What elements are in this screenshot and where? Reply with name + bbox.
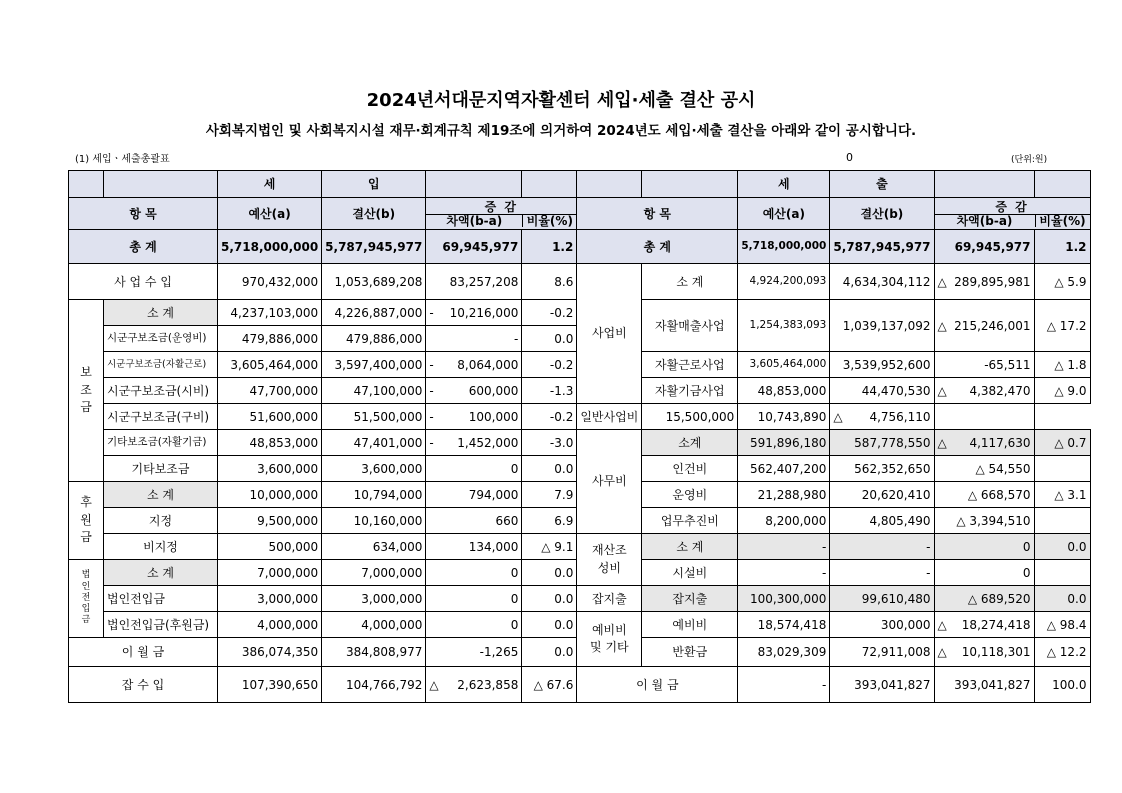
income-budget: 47,700,000 xyxy=(218,378,322,404)
total-income-diff: 69,945,977 xyxy=(426,230,522,264)
header-blank xyxy=(577,171,642,198)
diff-value: 215,246,001 xyxy=(954,318,1031,333)
diff-value: 4,117,630 xyxy=(969,435,1031,450)
income-ratio: 0.0 xyxy=(522,638,577,667)
income-ratio: 0.0 xyxy=(522,326,577,352)
budget-summary-table xyxy=(68,170,1091,703)
diff-mark: - xyxy=(429,305,434,320)
income-label: 소 계 xyxy=(104,560,218,586)
income-ratio: 6.9 xyxy=(522,508,577,534)
group-asset: 재산조 성비 xyxy=(577,534,642,586)
expense-ratio: △ 0.7 xyxy=(1034,430,1090,456)
income-ratio: -1.3 xyxy=(522,378,577,404)
expense-ratio xyxy=(934,404,1034,430)
income-diff: 0 xyxy=(426,560,522,586)
income-ratio: 8.6 xyxy=(522,264,577,300)
income-diff: -1,265 xyxy=(426,638,522,667)
diff-value: 8,064,000 xyxy=(457,357,519,372)
expense-label: 자활기금사업 xyxy=(642,378,738,404)
income-settled: 1,053,689,208 xyxy=(322,264,426,300)
diff-value: 10,118,301 xyxy=(961,645,1031,659)
header-settled-income: 결산(b) xyxy=(322,198,426,230)
income-label: 비지정 xyxy=(104,534,218,560)
income-ratio: △ 9.1 xyxy=(522,534,577,560)
header-blank xyxy=(642,171,738,198)
income-label: 시군구보조금(자활근로) xyxy=(104,352,218,378)
income-diff: 794,000 xyxy=(426,482,522,508)
expense-budget: 8,200,000 xyxy=(738,508,830,534)
expense-ratio: 0.0 xyxy=(1034,534,1090,560)
expense-budget: 1,254,383,093 xyxy=(738,300,830,352)
expense-ratio: 0.0 xyxy=(1034,586,1090,612)
header-ratio-label: 비율(%) xyxy=(1035,214,1090,228)
expense-diff: △ 3,394,510 xyxy=(934,508,1034,534)
expense-diff xyxy=(934,638,1034,667)
header-row-1 xyxy=(69,171,1091,198)
income-settled: 4,000,000 xyxy=(322,612,426,638)
header-change-income xyxy=(426,198,577,230)
group-business: 사업비 xyxy=(577,264,642,404)
expense-settled: 44,470,530 xyxy=(830,378,934,404)
unit-label: (단위:원) xyxy=(1011,155,1048,165)
total-label-income: 총 계 xyxy=(69,230,218,264)
expense-ratio xyxy=(1034,560,1090,586)
expense-settled: 72,911,008 xyxy=(830,638,934,667)
expense-ratio: △ 9.0 xyxy=(1034,378,1090,404)
total-expense-diff: 69,945,977 xyxy=(934,230,1034,264)
income-budget: 500,000 xyxy=(218,534,322,560)
header-expense-2: 출 xyxy=(830,171,934,198)
expense-settled: 20,620,410 xyxy=(830,482,934,508)
total-income-budget: 5,718,000,000 xyxy=(218,230,322,264)
expense-budget: - xyxy=(738,560,830,586)
income-settled: 51,500,000 xyxy=(322,404,426,430)
income-budget: 970,432,000 xyxy=(218,264,322,300)
income-budget: 9,500,000 xyxy=(218,508,322,534)
total-label-expense: 총 계 xyxy=(577,230,738,264)
income-budget: 48,853,000 xyxy=(218,430,322,456)
income-diff xyxy=(426,378,522,404)
expense-budget: 100,300,000 xyxy=(738,586,830,612)
income-budget: 7,000,000 xyxy=(218,560,322,586)
income-diff xyxy=(426,404,522,430)
expense-settled: - xyxy=(830,534,934,560)
income-budget: 51,600,000 xyxy=(218,404,322,430)
expense-settled: 3,539,952,600 xyxy=(830,352,934,378)
expense-budget: - xyxy=(738,667,830,703)
income-settled: 7,000,000 xyxy=(322,560,426,586)
expense-diff: △ 668,570 xyxy=(934,482,1034,508)
diff-mark: - xyxy=(429,357,434,372)
income-ratio: -0.2 xyxy=(522,352,577,378)
income-label: 이 월 금 xyxy=(69,638,218,667)
expense-label: 자활매출사업 xyxy=(642,300,738,352)
diff-value: 289,895,981 xyxy=(954,274,1031,289)
expense-label: 이 월 금 xyxy=(577,667,738,703)
diff-value: 100,000 xyxy=(468,409,519,424)
total-row xyxy=(69,230,1091,264)
expense-label: 소 계 xyxy=(642,534,738,560)
income-budget: 10,000,000 xyxy=(218,482,322,508)
income-budget: 4,000,000 xyxy=(218,612,322,638)
total-income-ratio: 1.2 xyxy=(522,230,577,264)
expense-diff: △ 54,550 xyxy=(934,456,1034,482)
expense-budget: 4,924,200,093 xyxy=(738,264,830,300)
table-row xyxy=(69,667,1091,703)
table-row xyxy=(69,612,1091,638)
group-donation: 후 원 금 xyxy=(69,482,104,560)
expense-ratio: △ 5.9 xyxy=(1034,264,1090,300)
income-diff xyxy=(426,667,522,703)
expense-budget: 591,896,180 xyxy=(738,430,830,456)
income-diff xyxy=(426,300,522,326)
income-diff: 0 xyxy=(426,586,522,612)
income-diff: 0 xyxy=(426,612,522,638)
header-blank xyxy=(522,171,577,198)
income-label: 잡 수 입 xyxy=(69,667,218,703)
income-label: 법인전입금(후원금) xyxy=(104,612,218,638)
diff-mark: - xyxy=(429,409,434,424)
group-office: 사무비 xyxy=(577,430,642,534)
income-settled: 10,794,000 xyxy=(322,482,426,508)
expense-ratio: △ 98.4 xyxy=(1034,612,1090,638)
total-income-settled: 5,787,945,977 xyxy=(322,230,426,264)
income-ratio: 0.0 xyxy=(522,586,577,612)
expense-budget: 83,029,309 xyxy=(738,638,830,667)
header-budget-expense: 예산(a) xyxy=(738,198,830,230)
diff-value: 18,274,418 xyxy=(961,617,1031,632)
expense-label: 자활근로사업 xyxy=(642,352,738,378)
diff-mark: △ xyxy=(833,409,843,424)
table-row xyxy=(69,430,1091,456)
expense-diff xyxy=(934,378,1034,404)
header-expense-1: 세 xyxy=(738,171,830,198)
income-diff: - xyxy=(426,326,522,352)
total-expense-ratio: 1.2 xyxy=(1034,230,1090,264)
diff-value: 1,452,000 xyxy=(457,435,519,450)
expense-settled: 4,634,304,112 xyxy=(830,264,934,300)
income-label: 시군구보조금(운영비) xyxy=(104,326,218,352)
income-ratio: 0.0 xyxy=(522,560,577,586)
expense-ratio: 100.0 xyxy=(1034,667,1090,703)
income-label: 소 계 xyxy=(104,482,218,508)
table-row xyxy=(69,534,1091,560)
expense-diff xyxy=(934,612,1034,638)
header-blank xyxy=(104,171,218,198)
expense-label: 일반사업비 xyxy=(577,404,642,430)
expense-budget: 21,288,980 xyxy=(738,482,830,508)
diff-mark: △ xyxy=(429,677,439,692)
income-ratio: 7.9 xyxy=(522,482,577,508)
expense-label: 소 계 xyxy=(642,264,738,300)
income-ratio: -0.2 xyxy=(522,404,577,430)
diff-mark: △ xyxy=(937,318,947,333)
expense-settled: 562,352,650 xyxy=(830,456,934,482)
income-label: 기타보조금(자활기금) xyxy=(104,430,218,456)
diff-mark: △ xyxy=(937,383,947,398)
diff-mark: △ xyxy=(937,274,947,289)
header-change-label: 증 감 xyxy=(995,199,1029,214)
income-diff: 134,000 xyxy=(426,534,522,560)
expense-settled: 4,805,490 xyxy=(830,508,934,534)
diff-mark: △ xyxy=(937,617,947,632)
diff-value: 4,756,110 xyxy=(869,409,931,424)
header-row-2 xyxy=(69,198,1091,230)
expense-settled: - xyxy=(830,560,934,586)
income-label: 지정 xyxy=(104,508,218,534)
header-income-2: 입 xyxy=(322,171,426,198)
income-settled: 479,886,000 xyxy=(322,326,426,352)
expense-ratio xyxy=(1034,456,1090,482)
expense-settled: 300,000 xyxy=(830,612,934,638)
income-settled: 384,808,977 xyxy=(322,638,426,667)
diff-value: 600,000 xyxy=(468,383,519,398)
zero-mark: 0 xyxy=(846,151,853,164)
income-ratio: -3.0 xyxy=(522,430,577,456)
income-ratio: △ 67.6 xyxy=(522,667,577,703)
expense-settled: 10,743,890 xyxy=(738,404,830,430)
income-label: 시군구보조금(시비) xyxy=(104,378,218,404)
expense-diff xyxy=(934,264,1034,300)
income-settled: 3,597,400,000 xyxy=(322,352,426,378)
expense-diff: 0 xyxy=(934,534,1034,560)
income-settled: 47,100,000 xyxy=(322,378,426,404)
income-ratio: -0.2 xyxy=(522,300,577,326)
expense-label: 잡지출 xyxy=(642,586,738,612)
diff-value: 10,216,000 xyxy=(449,305,519,320)
expense-label: 시설비 xyxy=(642,560,738,586)
income-budget: 479,886,000 xyxy=(218,326,322,352)
income-budget: 4,237,103,000 xyxy=(218,300,322,326)
expense-label: 소계 xyxy=(642,430,738,456)
diff-mark: - xyxy=(429,435,434,450)
expense-settled: 393,041,827 xyxy=(830,667,934,703)
diff-mark: △ xyxy=(937,645,947,659)
expense-label: 운영비 xyxy=(642,482,738,508)
total-expense-budget: 5,718,000,000 xyxy=(738,230,830,264)
income-ratio: 0.0 xyxy=(522,612,577,638)
header-blank xyxy=(69,171,104,198)
income-budget: 107,390,650 xyxy=(218,667,322,703)
group-subsidy: 보 조 금 xyxy=(69,300,104,482)
expense-settled: 99,610,480 xyxy=(830,586,934,612)
expense-label: 인건비 xyxy=(642,456,738,482)
expense-budget: 3,605,464,000 xyxy=(738,352,830,378)
income-budget: 3,000,000 xyxy=(218,586,322,612)
header-blank xyxy=(1034,171,1090,198)
expense-settled: 587,778,550 xyxy=(830,430,934,456)
header-blank xyxy=(426,171,522,198)
income-ratio: 0.0 xyxy=(522,456,577,482)
income-label: 소 계 xyxy=(104,300,218,326)
income-settled: 3,600,000 xyxy=(322,456,426,482)
expense-ratio: △ 1.8 xyxy=(1034,352,1090,378)
page-subtitle: 사회복지법인 및 사회복지시설 재무·회계규칙 제19조에 의거하여 2024년도 세입·세출 결산을 아래와 같이 공시합니다. xyxy=(205,123,917,139)
expense-label: 업무추진비 xyxy=(642,508,738,534)
income-settled: 4,226,887,000 xyxy=(322,300,426,326)
diff-mark: - xyxy=(429,383,434,398)
income-settled: 634,000 xyxy=(322,534,426,560)
header-blank xyxy=(934,171,1034,198)
expense-diff xyxy=(830,404,934,430)
group-misc: 잡지출 xyxy=(577,586,642,612)
diff-mark: △ xyxy=(937,435,947,450)
income-settled: 10,160,000 xyxy=(322,508,426,534)
expense-diff: 0 xyxy=(934,560,1034,586)
income-label: 시군구보조금(구비) xyxy=(104,404,218,430)
income-diff xyxy=(426,430,522,456)
income-settled: 47,401,000 xyxy=(322,430,426,456)
header-diff-label: 차액(b-a) xyxy=(935,214,1035,228)
header-settled-expense: 결산(b) xyxy=(830,198,934,230)
header-ratio-label: 비율(%) xyxy=(522,214,576,228)
expense-budget: 18,574,418 xyxy=(738,612,830,638)
expense-diff xyxy=(934,300,1034,352)
group-reserve: 예비비 및 기타 xyxy=(577,612,642,667)
expense-ratio: △ 12.2 xyxy=(1034,638,1090,667)
expense-settled: 1,039,137,092 xyxy=(830,300,934,352)
income-budget: 3,600,000 xyxy=(218,456,322,482)
income-diff: 83,257,208 xyxy=(426,264,522,300)
income-label: 기타보조금 xyxy=(104,456,218,482)
expense-budget: 15,500,000 xyxy=(642,404,738,430)
header-budget-income: 예산(a) xyxy=(218,198,322,230)
income-diff: 0 xyxy=(426,456,522,482)
header-income-1: 세 xyxy=(218,171,322,198)
expense-diff: -65,511 xyxy=(934,352,1034,378)
diff-value: 4,382,470 xyxy=(969,383,1031,398)
group-corp: 법 인 전 입 금 xyxy=(69,560,104,638)
table-row xyxy=(69,404,1091,430)
header-diff-label: 차액(b-a) xyxy=(426,214,522,228)
expense-diff: △ 689,520 xyxy=(934,586,1034,612)
table-row xyxy=(69,586,1091,612)
expense-diff xyxy=(934,430,1034,456)
income-budget: 386,074,350 xyxy=(218,638,322,667)
total-expense-settled: 5,787,945,977 xyxy=(830,230,934,264)
expense-budget: 562,407,200 xyxy=(738,456,830,482)
header-item-expense: 항 목 xyxy=(577,198,738,230)
expense-diff: 393,041,827 xyxy=(934,667,1034,703)
expense-ratio xyxy=(1034,508,1090,534)
income-label: 사 업 수 입 xyxy=(69,264,218,300)
diff-value: 2,623,858 xyxy=(457,677,519,692)
header-item-income: 항 목 xyxy=(69,198,218,230)
expense-ratio: △ 17.2 xyxy=(1034,300,1090,352)
expense-ratio: △ 3.1 xyxy=(1034,482,1090,508)
income-settled: 3,000,000 xyxy=(322,586,426,612)
expense-label: 예비비 xyxy=(642,612,738,638)
income-label: 법인전입금 xyxy=(104,586,218,612)
header-change-label: 증 감 xyxy=(484,199,519,214)
income-budget: 3,605,464,000 xyxy=(218,352,322,378)
expense-label: 반환금 xyxy=(642,638,738,667)
income-diff: 660 xyxy=(426,508,522,534)
table-caption: (1) 세입ㆍ세출총괄표 xyxy=(75,154,170,165)
income-settled: 104,766,792 xyxy=(322,667,426,703)
expense-budget: - xyxy=(738,534,830,560)
income-diff xyxy=(426,352,522,378)
header-change-expense xyxy=(934,198,1090,230)
page-title: 2024년서대문지역자활센터 세입·세출 결산 공시 xyxy=(366,90,756,111)
expense-budget: 48,853,000 xyxy=(738,378,830,404)
table-row xyxy=(69,264,1091,300)
